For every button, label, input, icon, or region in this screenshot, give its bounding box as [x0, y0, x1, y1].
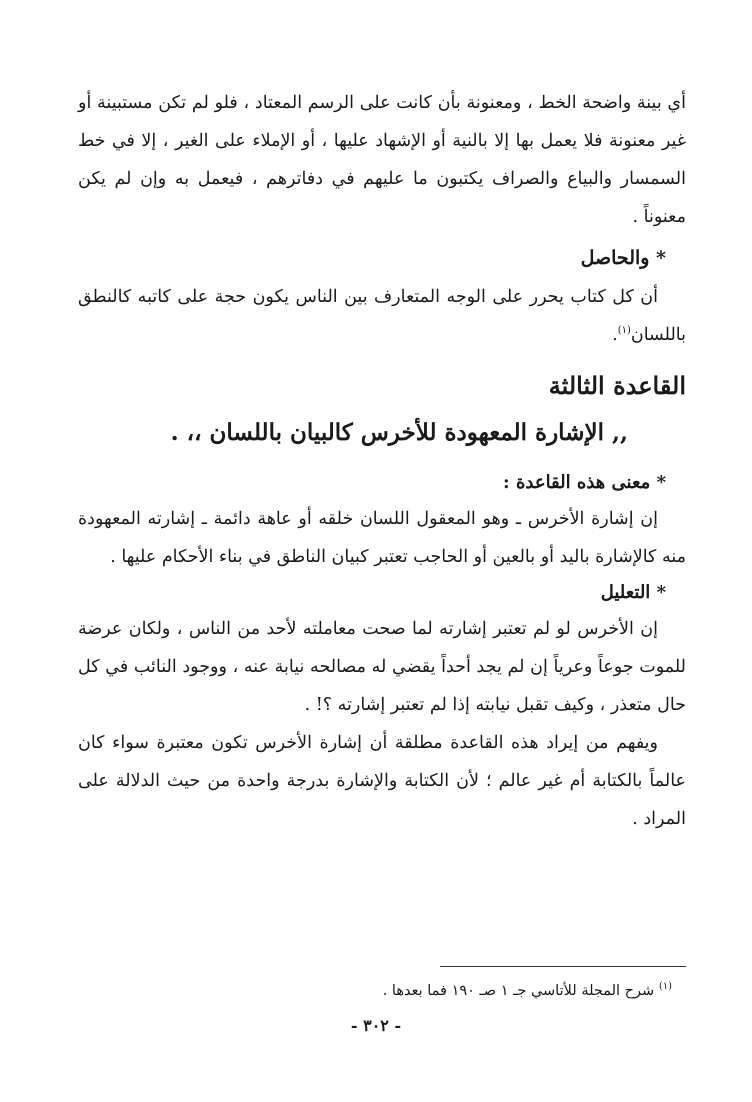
- footnote-marker-ref: (١): [617, 325, 631, 337]
- heading-al-hasil: * والحاصل: [580, 247, 666, 269]
- paragraph-meaning: إن إشارة الأخرس ـ وهو المعقول اللسان خلقه أو عاهة دائمة ـ إشارته المعهودة منه كالإشارة باليد أو بالعين أو الحاجب تعتبر كبيان الناطق في بناء الأحكام عليها .: [78, 509, 686, 567]
- rule-statement: ,, الإشارة المعهودة للأخرس كالبيان باللسان ،، .: [170, 419, 628, 446]
- footnote-marker: (١): [658, 981, 672, 993]
- paragraph-hasil-end: .: [612, 325, 618, 345]
- rule-title: القاعدة الثالثة: [548, 371, 686, 400]
- heading-rule-meaning: * معنى هذه القاعدة :: [503, 472, 666, 493]
- paragraph-reasoning: إن الأخرس لو لم تعتبر إشارته لما صحت معاملته لأحد من الناس ، ولكان عرضة للموت جوعاً وعرياً إن لم يجد أحداً يقضي له مصالحه نيابة عنه ، ووجود النائب في كل حال متعذر ، وكيف تقبل نيابته إذا لم تعتبر إشارته ؟! .: [78, 619, 686, 715]
- footnote: [383, 980, 672, 1002]
- paragraph-conclusion: ويفهم من إيراد هذه القاعدة مطلقة أن إشارة الأخرس تكون معتبرة سواء كان عالماً بالكتابة أم غير عالم ؛ لأن الكتابة والإشارة بدرجة واحدة من حيث الدلالة على المراد .: [78, 733, 686, 829]
- paragraph-hasil: [78, 278, 686, 354]
- page-body: [78, 84, 686, 838]
- footnote-divider: [440, 966, 686, 967]
- paragraph-khatt: أي بينة واضحة الخط ، ومعنونة بأن كانت على الرسم المعتاد ، فلو لم تكن مستبينة أو غير معنونة فلا يعمل بها إلا بالنية أو الإشهاد عليها ، أو الإملاء على الغير ، إلا في خط السمسار والبياع والصراف يكتبون ما عليهم في دفاترهم ، فيعمل به وإن لم يكن معنوناً .: [78, 93, 686, 227]
- footnote-text: شرح المجلة للأتاسي جـ ١ صـ ١٩٠ فما بعدها .: [382, 983, 655, 999]
- heading-reasoning: * التعليل: [600, 582, 666, 603]
- paragraph-hasil-text: أن كل كتاب يحرر على الوجه المتعارف بين الناس يكون حجة على كاتبه كالنطق باللسان: [78, 287, 686, 345]
- page-number: - ٣٠٢ -: [350, 1016, 402, 1035]
